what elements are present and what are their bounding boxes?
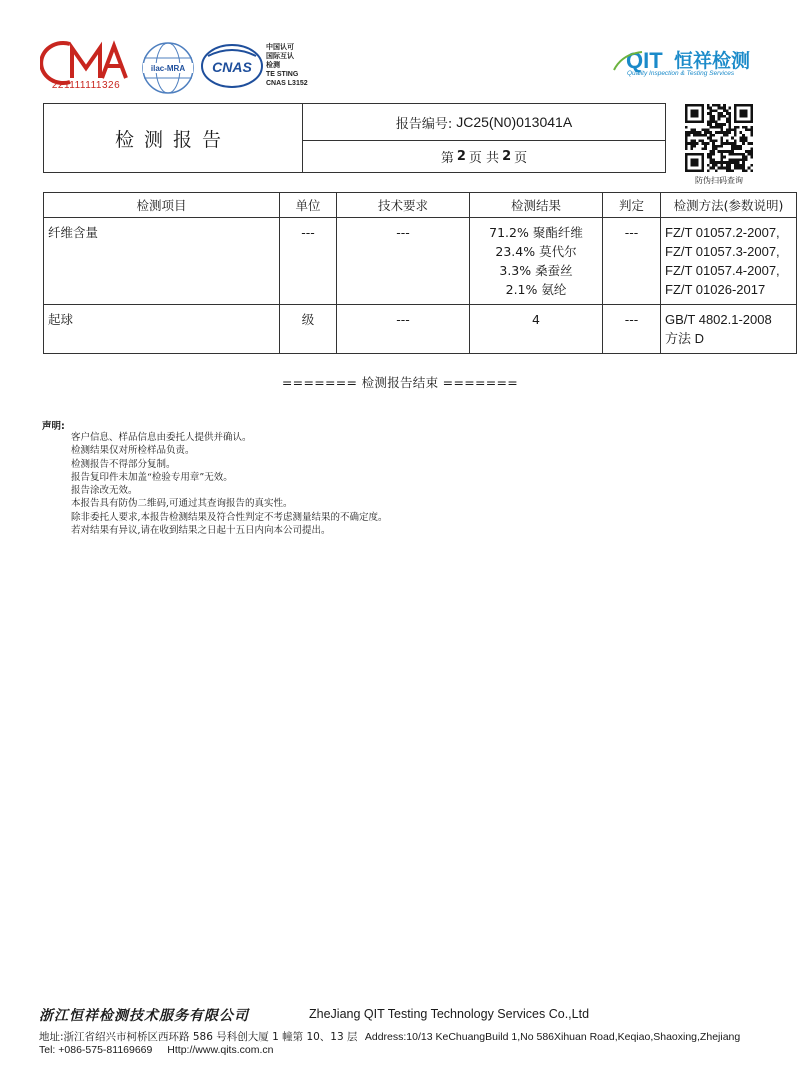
header-judgement: 判定 [603, 193, 661, 218]
cell-judgement: --- [603, 218, 661, 305]
header-requirement: 技术要求 [337, 193, 470, 218]
page-total: 2 [502, 149, 512, 164]
declaration-item: 报告复印件未加盖“检验专用章”无效。 [71, 471, 233, 483]
anti-counterfeit-qr-code [685, 104, 753, 172]
declaration-list [71, 431, 388, 537]
header-test-item: 检测项目 [44, 193, 280, 218]
cell-method [661, 305, 797, 354]
page-suffix: 页 [514, 151, 528, 166]
page-mid: 页 共 [468, 151, 500, 166]
cell-requirement: --- [337, 305, 470, 354]
company-name-en: ZheJiang QIT Testing Technology Services Co.,Ltd [309, 1007, 590, 1021]
declaration-item: 客户信息、样品信息由委托人提供并确认。 [71, 432, 252, 443]
cell-judgement: --- [603, 305, 661, 354]
cell-item: 纤维含量 [44, 218, 280, 305]
declaration-item: 检测结果仅对所检样品负责。 [71, 445, 195, 457]
qr-caption: 防伪扫码查询 [695, 176, 743, 185]
result-line: 3.3% 桑蚕丝 [499, 263, 573, 278]
declaration-item: 检测报告不得部分复制。 [71, 458, 176, 470]
cell-requirement: --- [337, 218, 470, 305]
cell-method [661, 218, 797, 305]
result-line: 71.2% 聚酯纤维 [489, 225, 583, 240]
cell-result [470, 305, 603, 354]
declaration-item: 若对结果有异议,请在收到结果之日起十五日内向本公司提出。 [71, 525, 331, 537]
result-line: 2.1% 氨纶 [505, 282, 567, 297]
page-count-row [303, 141, 665, 172]
cnas-logo-text: CNAS [212, 59, 252, 75]
declaration-item: 报告涂改无效。 [71, 485, 138, 497]
header-method: 检测方法(参数说明) [661, 193, 797, 218]
method-line: FZ/T 01057.4-2007, [665, 263, 780, 278]
table-row [44, 305, 797, 354]
report-number-label: 报告编号: [395, 116, 453, 132]
method-line: 方法 D [665, 331, 705, 346]
qit-tagline: Quality Inspection & Testing Services [627, 70, 735, 77]
cell-unit: --- [280, 218, 337, 305]
declaration-item: 本报告具有防伪二维码,可通过其查询报告的真实性。 [71, 498, 293, 510]
result-line: 23.4% 莫代尔 [495, 244, 577, 259]
test-results-table [43, 192, 797, 354]
report-title: 检测报告 [44, 104, 303, 172]
report-title-box [43, 103, 666, 173]
qit-brand: QIT [626, 48, 663, 73]
cma-code: 221111111326 [51, 80, 121, 91]
method-line: FZ/T 01057.3-2007, [665, 244, 780, 259]
qit-logo [612, 44, 762, 84]
ilac-text: ilac-MRA [150, 64, 186, 73]
qit-cn-name: 恒祥检测 [674, 50, 751, 72]
cnas-accreditation-text [266, 43, 308, 88]
company-address [39, 1029, 740, 1044]
page-prefix: 第 [440, 151, 454, 166]
method-line: FZ/T 01026-2017 [665, 282, 766, 297]
website-link[interactable]: Http://www.qits.com.cn [167, 1044, 274, 1056]
table-header-row [44, 193, 797, 218]
cell-unit: 级 [280, 305, 337, 354]
address-en: Address:10/13 KeChuangBuild 1,No 586Xihuan Road,Keqiao,Shaoxing,Zhejiang [364, 1031, 741, 1043]
report-number-row [303, 104, 665, 141]
declaration-item: 除非委托人要求,本报告检测结果及符合性判定不考虑测量结果的不确定度。 [71, 511, 388, 523]
company-name-cn: 浙江恒祥检测技术服务有限公司 [39, 1008, 249, 1024]
report-end-marker: ======= 检测报告结束 ======= [281, 375, 519, 390]
page-current: 2 [456, 149, 466, 164]
cnas-line: 中国认可 [266, 44, 294, 51]
cnas-line: 国际互认 [266, 53, 294, 60]
company-contact [39, 1044, 273, 1056]
cma-logo-text: CMA [86, 70, 89, 71]
header-unit: 单位 [280, 193, 337, 218]
method-line: FZ/T 01057.2-2007, [665, 225, 780, 240]
report-number: JC25(N0)013041A [456, 114, 573, 130]
cnas-logo [200, 42, 264, 90]
address-cn: 地址:浙江省绍兴市柯桥区西环路 586 号科创大厦 1 幢第 10、13 层 [39, 1031, 358, 1043]
cnas-line: 检测 [266, 62, 280, 69]
ilac-mra-logo [140, 40, 196, 96]
cell-item: 起球 [44, 305, 280, 354]
result-line: 4 [532, 312, 540, 327]
telephone: Tel: +086-575-81169669 [39, 1044, 153, 1056]
cnas-line: TE STING [266, 71, 299, 78]
header-result: 检测结果 [470, 193, 603, 218]
table-row [44, 218, 797, 305]
cell-result [470, 218, 603, 305]
cnas-line: CNAS L3152 [266, 80, 308, 87]
declaration-title: 声明: [42, 421, 65, 432]
method-line: GB/T 4802.1-2008 [665, 312, 772, 327]
